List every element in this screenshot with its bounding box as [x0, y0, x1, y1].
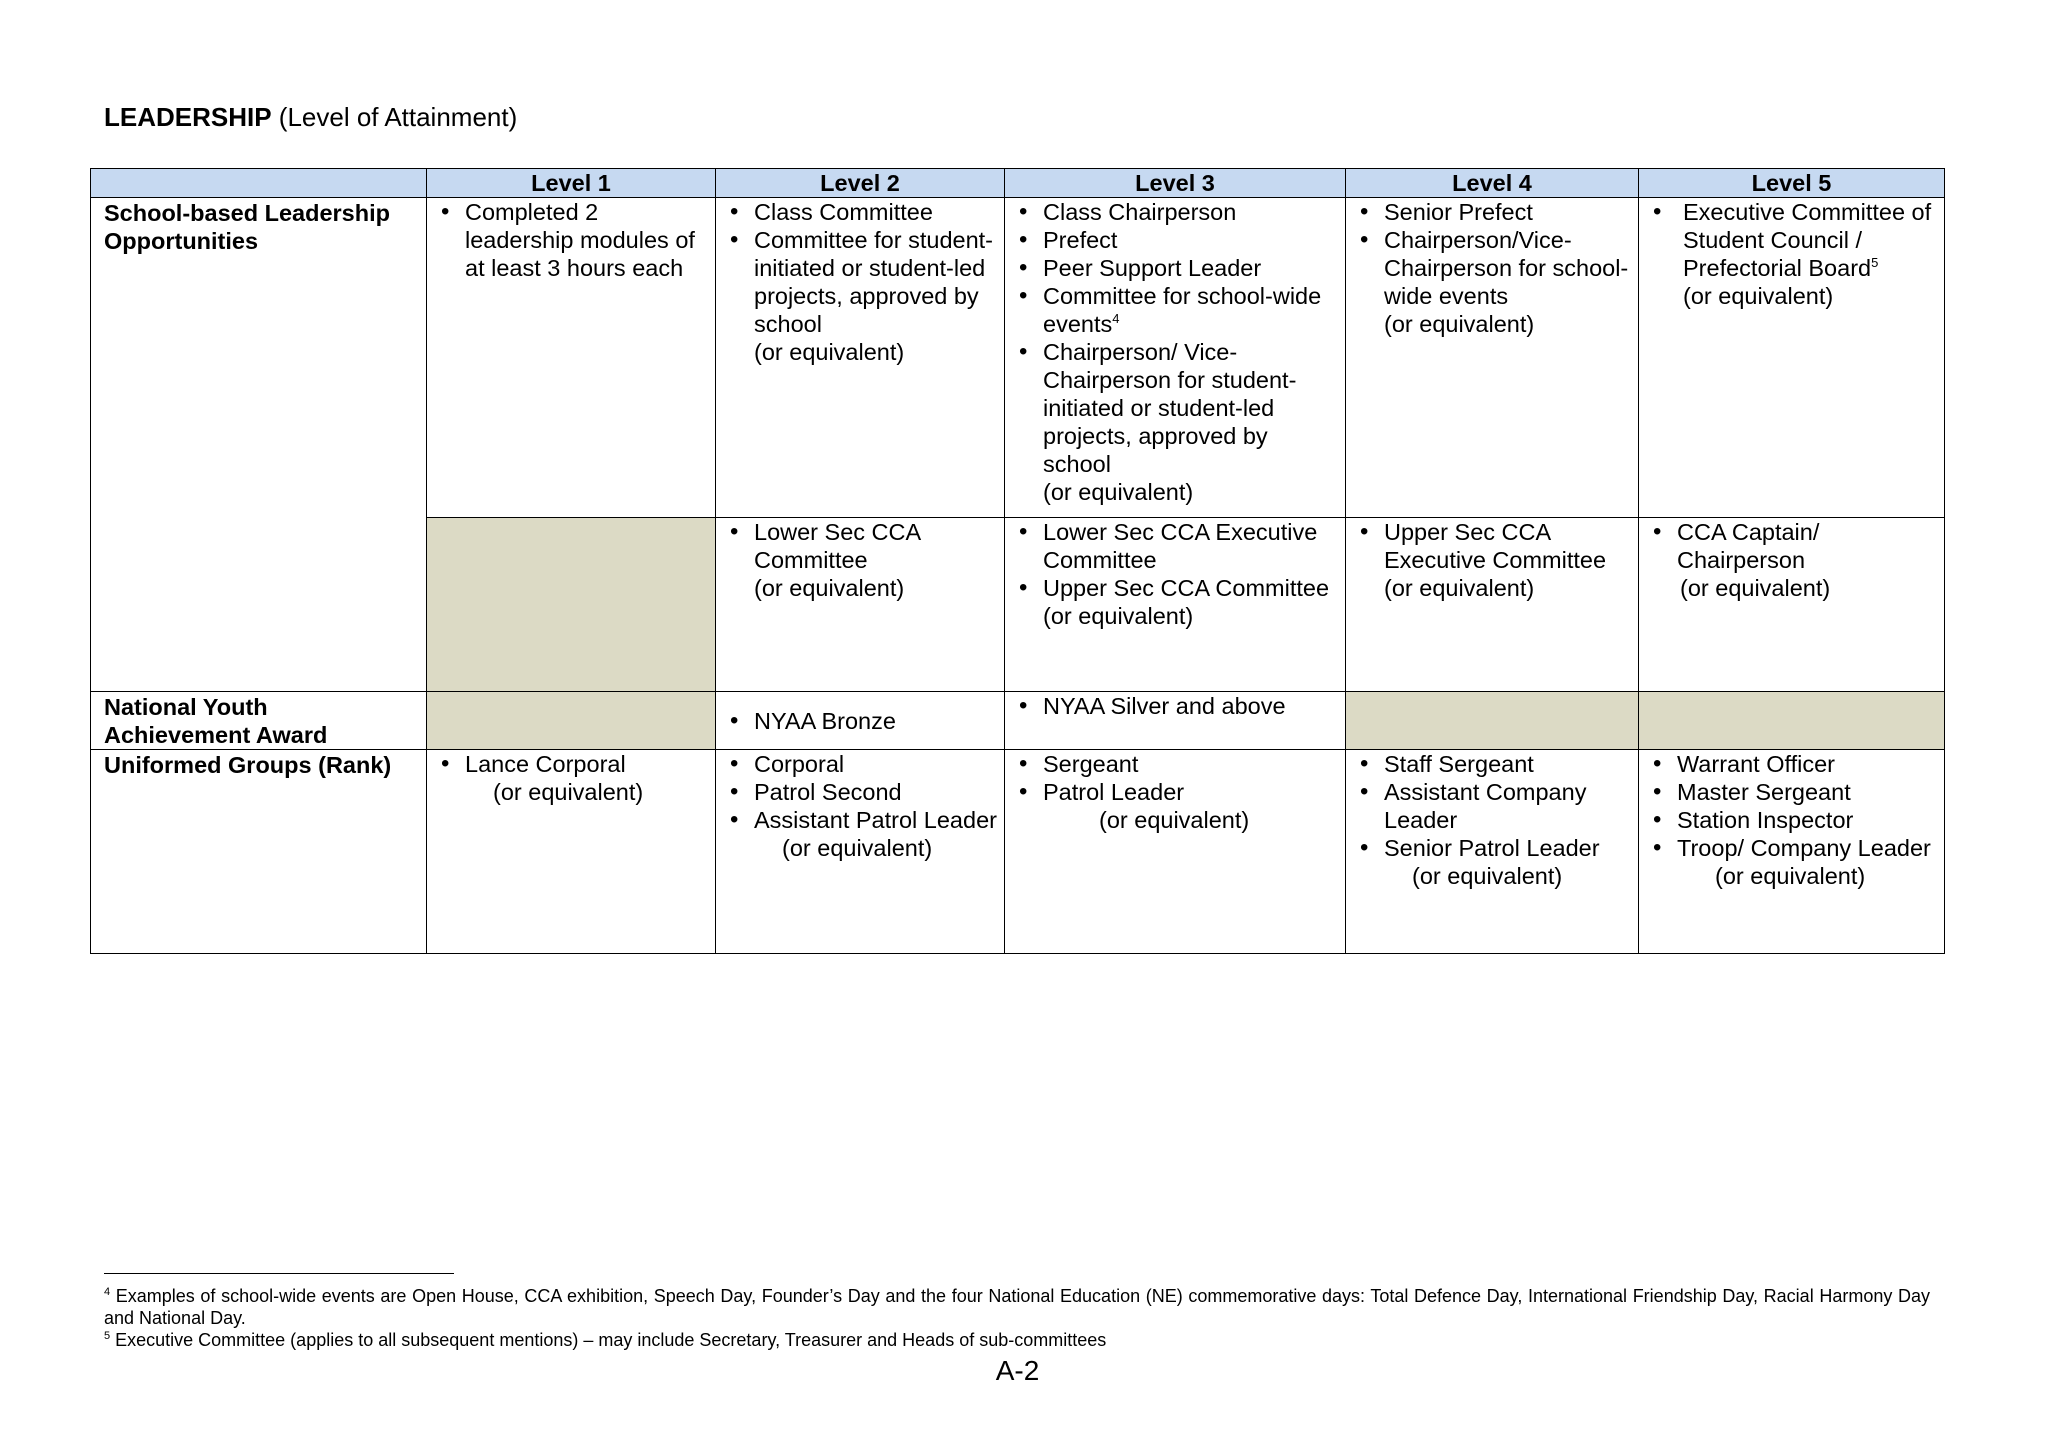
header-level-3: Level 3: [1005, 169, 1346, 198]
list-item: • Committee for student-initiated or student-led projects, approved by school: [730, 226, 998, 338]
row-label-school-based: School-based Leadership Opportunities: [91, 198, 427, 692]
header-level-5: Level 5: [1639, 169, 1945, 198]
list-item: • Sergeant: [1019, 750, 1339, 778]
list-sb-l2: [716, 198, 1004, 338]
header-blank: [91, 169, 427, 198]
row-label-nyaa: National Youth Achievement Award: [91, 692, 427, 750]
cell-nyaa-l3: [1005, 692, 1346, 750]
equivalent-note: (or equivalent): [1384, 575, 1535, 601]
list-item: • CCA Captain/ Chairperson: [1653, 518, 1938, 574]
cell-sb2-l5: [1639, 518, 1945, 692]
list-item: • Lance Corporal: [441, 750, 709, 778]
equivalent-note: (or equivalent): [1043, 479, 1194, 505]
cell-nyaa-l5-empty: [1639, 692, 1945, 750]
list-item: • Station Inspector: [1653, 806, 1938, 834]
list-item-text: Committee for school-wide events: [1043, 283, 1322, 337]
list-sb-l5: [1639, 198, 1944, 282]
cell-sb-l1: [427, 198, 716, 518]
header-level-4: Level 4: [1346, 169, 1639, 198]
list-item: • Lower Sec CCA Committee: [730, 518, 998, 574]
list-sb2-l4: [1346, 518, 1638, 574]
cell-sb2-l3: [1005, 518, 1346, 692]
list-nyaa-l2: [716, 707, 1004, 735]
cell-sb2-l1-empty: [427, 518, 716, 692]
list-ug-l5: [1639, 750, 1944, 862]
equivalent-note: (or equivalent): [1412, 863, 1563, 889]
list-item: • Prefect: [1019, 226, 1339, 254]
header-row: [91, 169, 1945, 198]
equivalent-note: (or equivalent): [1715, 863, 1866, 889]
list-item: • Patrol Second: [730, 778, 998, 806]
equivalent-note: (or equivalent): [1099, 807, 1250, 833]
list-sb2-l5: [1639, 518, 1944, 574]
footnote-text: Executive Committee (applies to all subsequent mentions) – may include Secretary, Treasurer and Heads of sub-committees: [110, 1330, 1107, 1350]
cell-ug-l5: [1639, 750, 1945, 954]
list-item-text: Executive Committee of Student Council / Prefectorial Board: [1683, 199, 1932, 281]
row-nyaa: [91, 692, 1945, 750]
footnote-mark: 4: [104, 1286, 111, 1298]
list-item: • Assistant Company Leader: [1360, 778, 1632, 834]
list-item: • Assistant Patrol Leader: [730, 806, 998, 834]
footnote-text: Examples of school-wide events are Open House, CCA exhibition, Speech Day, Founder’s Day and the four National Education (NE) commemorative days: Total Defence Day, International Friendship Day, Racial Harmony Day and National Day.: [104, 1286, 1930, 1328]
list-sb-l4: [1346, 198, 1638, 310]
list-item: • Upper Sec CCA Committee: [1019, 574, 1339, 602]
cell-sb-l3: [1005, 198, 1346, 518]
cell-sb-l4: [1346, 198, 1639, 518]
list-item: • Staff Sergeant: [1360, 750, 1632, 778]
list-item: • Corporal: [730, 750, 998, 778]
cell-nyaa-l1-empty: [427, 692, 716, 750]
list-item: • Completed 2 leadership modules of at least 3 hours each: [441, 198, 709, 282]
equivalent-note: (or equivalent): [1384, 311, 1535, 337]
page-title: [104, 102, 517, 133]
cell-sb-l5: [1639, 198, 1945, 518]
footnote-separator: [104, 1273, 454, 1274]
list-item: • Upper Sec CCA Executive Committee: [1360, 518, 1632, 574]
list-item: • Chairperson/ Vice-Chairperson for student-initiated or student-led projects, approved by school: [1019, 338, 1339, 478]
list-item: • NYAA Silver and above: [1019, 692, 1339, 720]
title-rest: (Level of Attainment): [271, 102, 518, 132]
list-item: • Class Committee: [730, 198, 998, 226]
list-item: • Chairperson/Vice-Chairperson for school-wide events: [1360, 226, 1632, 310]
list-nyaa-l3: [1005, 692, 1345, 720]
list-sb-l3: [1005, 198, 1345, 478]
equivalent-note: (or equivalent): [493, 779, 644, 805]
cell-ug-l4: [1346, 750, 1639, 954]
list-item: • Warrant Officer: [1653, 750, 1938, 778]
list-sb-l1: [427, 198, 715, 282]
list-item: • Lower Sec CCA Executive Committee: [1019, 518, 1339, 574]
list-item: [1653, 198, 1938, 282]
list-item: • Peer Support Leader: [1019, 254, 1339, 282]
row-uniformed-groups: [91, 750, 1945, 954]
equivalent-note: (or equivalent): [1043, 603, 1194, 629]
list-ug-l1: [427, 750, 715, 778]
list-ug-l2: [716, 750, 1004, 834]
footnote-mark: 5: [104, 1330, 111, 1342]
list-ug-l3: [1005, 750, 1345, 806]
list-item: • Troop/ Company Leader: [1653, 834, 1938, 862]
title-bold: LEADERSHIP: [104, 102, 272, 132]
list-item: • Master Sergeant: [1653, 778, 1938, 806]
equivalent-note: (or equivalent): [782, 835, 933, 861]
list-ug-l4: [1346, 750, 1638, 862]
cell-ug-l3: [1005, 750, 1346, 954]
cell-sb2-l2: [716, 518, 1005, 692]
cell-nyaa-l4-empty: [1346, 692, 1639, 750]
leadership-table: [90, 168, 1945, 954]
list-item: • Class Chairperson: [1019, 198, 1339, 226]
list-item: • Senior Patrol Leader: [1360, 834, 1632, 862]
cell-sb-l2: [716, 198, 1005, 518]
footnote-4: [104, 1285, 1930, 1329]
cell-ug-l1: [427, 750, 716, 954]
list-sb2-l3: [1005, 518, 1345, 602]
row-school-based-1: [91, 198, 1945, 518]
row-label-ug: Uniformed Groups (Rank): [91, 750, 427, 954]
list-item: • Senior Prefect: [1360, 198, 1632, 226]
list-sb2-l2: [716, 518, 1004, 574]
equivalent-note: (or equivalent): [754, 339, 905, 365]
header-level-2: Level 2: [716, 169, 1005, 198]
header-level-1: Level 1: [427, 169, 716, 198]
footnote-ref-4: 4: [1112, 311, 1120, 327]
list-item: [1019, 282, 1339, 338]
footnote-ref-5: 5: [1871, 255, 1879, 271]
cell-sb2-l4: [1346, 518, 1639, 692]
equivalent-note: (or equivalent): [754, 575, 905, 601]
list-item: • NYAA Bronze: [730, 707, 998, 735]
list-item: • Patrol Leader: [1019, 778, 1339, 806]
footnote-5: [104, 1329, 1930, 1351]
equivalent-note: (or equivalent): [1683, 283, 1834, 309]
equivalent-note: (or equivalent): [1680, 575, 1831, 601]
cell-ug-l2: [716, 750, 1005, 954]
page-number: A-2: [995, 1355, 1040, 1386]
cell-nyaa-l2: [716, 692, 1005, 750]
